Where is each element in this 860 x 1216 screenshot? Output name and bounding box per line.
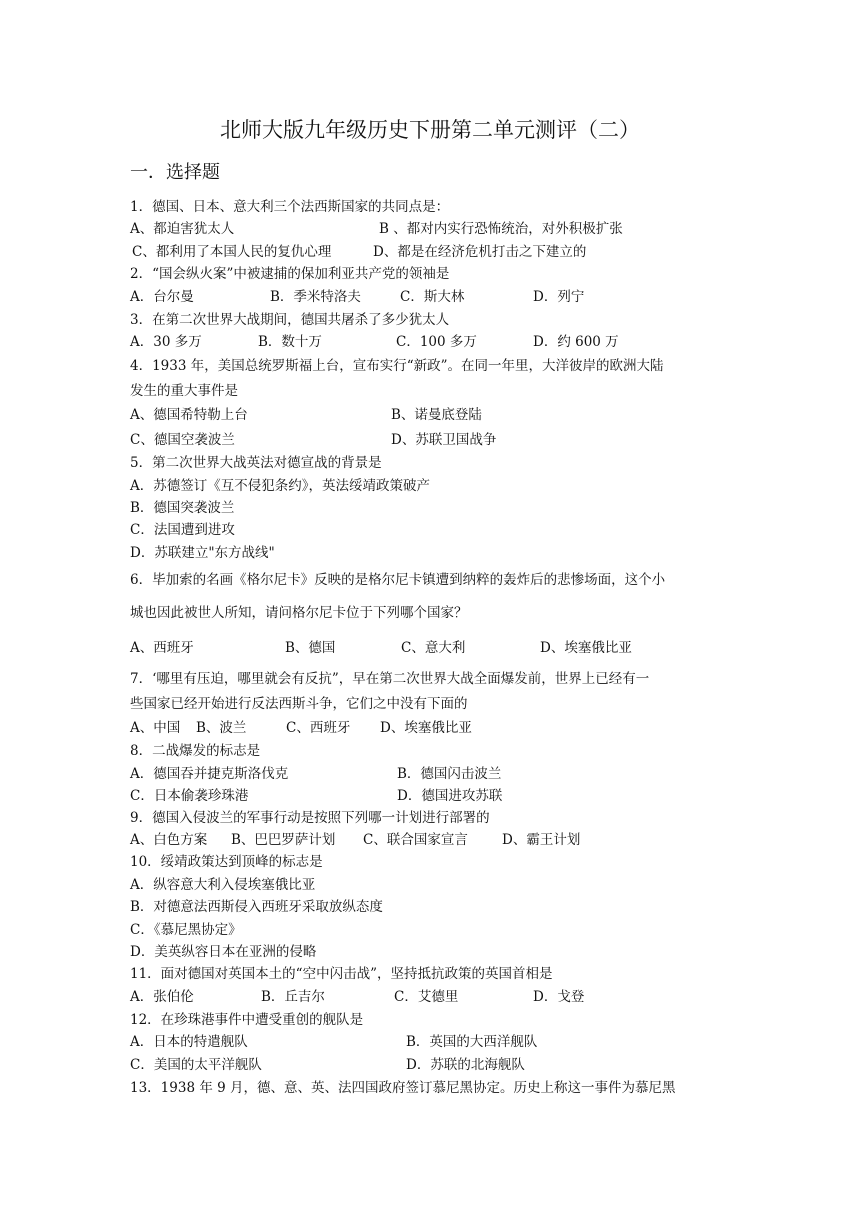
question-10-option-a: A．纵容意大利入侵埃塞俄比亚 (130, 877, 316, 893)
question-10-option-b: B．对德意法西斯侵入西班牙采取放纵态度 (130, 899, 383, 915)
question-8-option-c: C．日本偷袭珍珠港 (130, 788, 249, 804)
question-3-option-d: D．约 600 万 (533, 334, 619, 350)
question-8-stem: 8．二战爆发的标志是 (130, 743, 261, 759)
question-8-option-a: A．德国吞并捷克斯洛伐克 (130, 766, 289, 782)
question-12-option-a: A．日本的特遣舰队 (130, 1034, 248, 1050)
question-7-stem-line-1: 7．‘哪里有压迫，哪里就会有反抗”，早在第二次世界大战全面爆发前，世界上已经有一 (130, 671, 650, 687)
question-6-option-d: D、埃塞俄比亚 (540, 640, 632, 656)
question-9-stem: 9．德国入侵波兰的军事行动是按照下列哪一计划进行部署的 (130, 810, 490, 826)
question-1-option-d: D、都是在经济危机打击之下建立的 (373, 244, 587, 260)
question-6-stem-line-1: 6．毕加索的名画《格尔尼卡》反映的是格尔尼卡镇遭到纳粹的轰炸后的悲惨场面，这个小 (130, 572, 666, 588)
question-11-stem: 11．面对德国对英国本土的“空中闪击战”，坚持抵抗政策的英国首相是 (130, 966, 553, 982)
question-6-option-b: B、德国 (285, 640, 336, 656)
question-4-option-d: D、苏联卫国战争 (391, 432, 497, 448)
question-6-option-c: C、意大利 (401, 640, 466, 656)
question-12-option-b: B．英国的大西洋舰队 (406, 1034, 538, 1050)
question-4-stem-line-2: 发生的重大事件是 (130, 383, 238, 399)
question-11-option-a: A．张伯伦 (130, 989, 194, 1005)
question-8-option-b: B．德国闪击波兰 (397, 766, 502, 782)
question-9-option-a: A、白色方案 (130, 832, 208, 848)
question-2-option-a: A．台尔曼 (130, 289, 194, 305)
question-11-option-b: B．丘吉尔 (261, 989, 325, 1005)
question-11-option-d: D．戈登 (533, 989, 585, 1005)
question-6-option-a: A、西班牙 (130, 640, 194, 656)
question-3-option-a: A．30 多万 (130, 334, 202, 350)
question-5-stem: 5．第二次世界大战英法对德宣战的背景是 (130, 455, 382, 471)
question-1-option-c: C、都利用了本国人民的复仇心理 (132, 244, 332, 260)
question-2-option-b: B．季米特洛夫 (270, 289, 361, 305)
question-5-option-d: D．苏联建立"东方战线" (130, 545, 275, 561)
question-10-stem: 10．绥靖政策达到顶峰的标志是 (130, 854, 323, 870)
question-2-option-c: C．斯大林 (400, 289, 465, 305)
question-1-stem: 1．德国、日本、意大利三个法西斯国家的共同点是： (130, 199, 450, 215)
question-4-stem-line-1: 4．1933 年，美国总统罗斯福上台，宣布实行“新政”。在同一年里，大洋彼岸的欧洲大陆 (130, 358, 664, 374)
question-4-option-b: B、诺曼底登陆 (391, 407, 482, 423)
question-12-option-d: D．苏联的北海舰队 (406, 1057, 525, 1073)
question-7-option-a: A、中国 (130, 720, 181, 736)
question-6-stem-line-2: 城也因此被世人所知，请问格尔尼卡位于下列哪个国家？ (130, 605, 468, 621)
question-5-option-b: B．德国突袭波兰 (130, 500, 235, 516)
question-5-option-c: C．法国遭到进攻 (130, 522, 235, 538)
question-4-option-a: A、德国希特勒上台 (130, 407, 248, 423)
question-7-stem-line-2: 些国家已经开始进行反法西斯斗争，它们之中没有下面的 (130, 696, 468, 712)
question-12-stem: 12．在珍珠港事件中遭受重创的舰队是 (130, 1012, 364, 1028)
question-9-option-d: D、霸王计划 (502, 832, 581, 848)
question-3-stem: 3．在第二次世界大战期间，德国共屠杀了多少犹太人 (130, 312, 450, 328)
question-3-option-b: B．数十万 (258, 334, 322, 350)
question-7-option-b: B、波兰 (196, 720, 247, 736)
question-2-option-d: D．列宁 (533, 289, 585, 305)
document-title: 北师大版九年级历史下册第二单元测评（二） (220, 118, 640, 142)
question-11-option-c: C．艾德里 (394, 989, 459, 1005)
question-9-option-c: C、联合国家宣言 (363, 832, 468, 848)
question-10-option-c: C．《慕尼黑协定》 (130, 922, 242, 938)
question-8-option-d: D．德国进攻苏联 (397, 788, 503, 804)
question-2-stem: 2．“国会纵火案”中被逮捕的保加利亚共产党的领袖是 (130, 266, 450, 282)
question-13-stem-line-1: 13．1938 年 9 月，德、意、英、法四国政府签订慕尼黑协定。历史上称这一事件为慕尼黑 (130, 1080, 676, 1096)
section-heading: 一．选择题 (130, 162, 220, 183)
question-9-option-b: B、巴巴罗萨计划 (231, 832, 336, 848)
question-1-option-a: A、都迫害犹太人 (130, 221, 235, 237)
question-10-option-d: D．美英纵容日本在亚洲的侵略 (130, 944, 317, 960)
question-4-option-c: C、德国空袭波兰 (130, 432, 235, 448)
question-5-option-a: A．苏德签订《互不侵犯条约》，英法绥靖政策破产 (130, 478, 430, 494)
question-1-option-b: B 、都对内实行恐怖统治，对外积极扩张 (379, 221, 623, 237)
question-12-option-c: C．美国的太平洋舰队 (130, 1057, 262, 1073)
question-7-option-c: C、西班牙 (286, 720, 351, 736)
question-7-option-d: D、埃塞俄比亚 (380, 720, 472, 736)
question-3-option-c: C．100 多万 (396, 334, 477, 350)
